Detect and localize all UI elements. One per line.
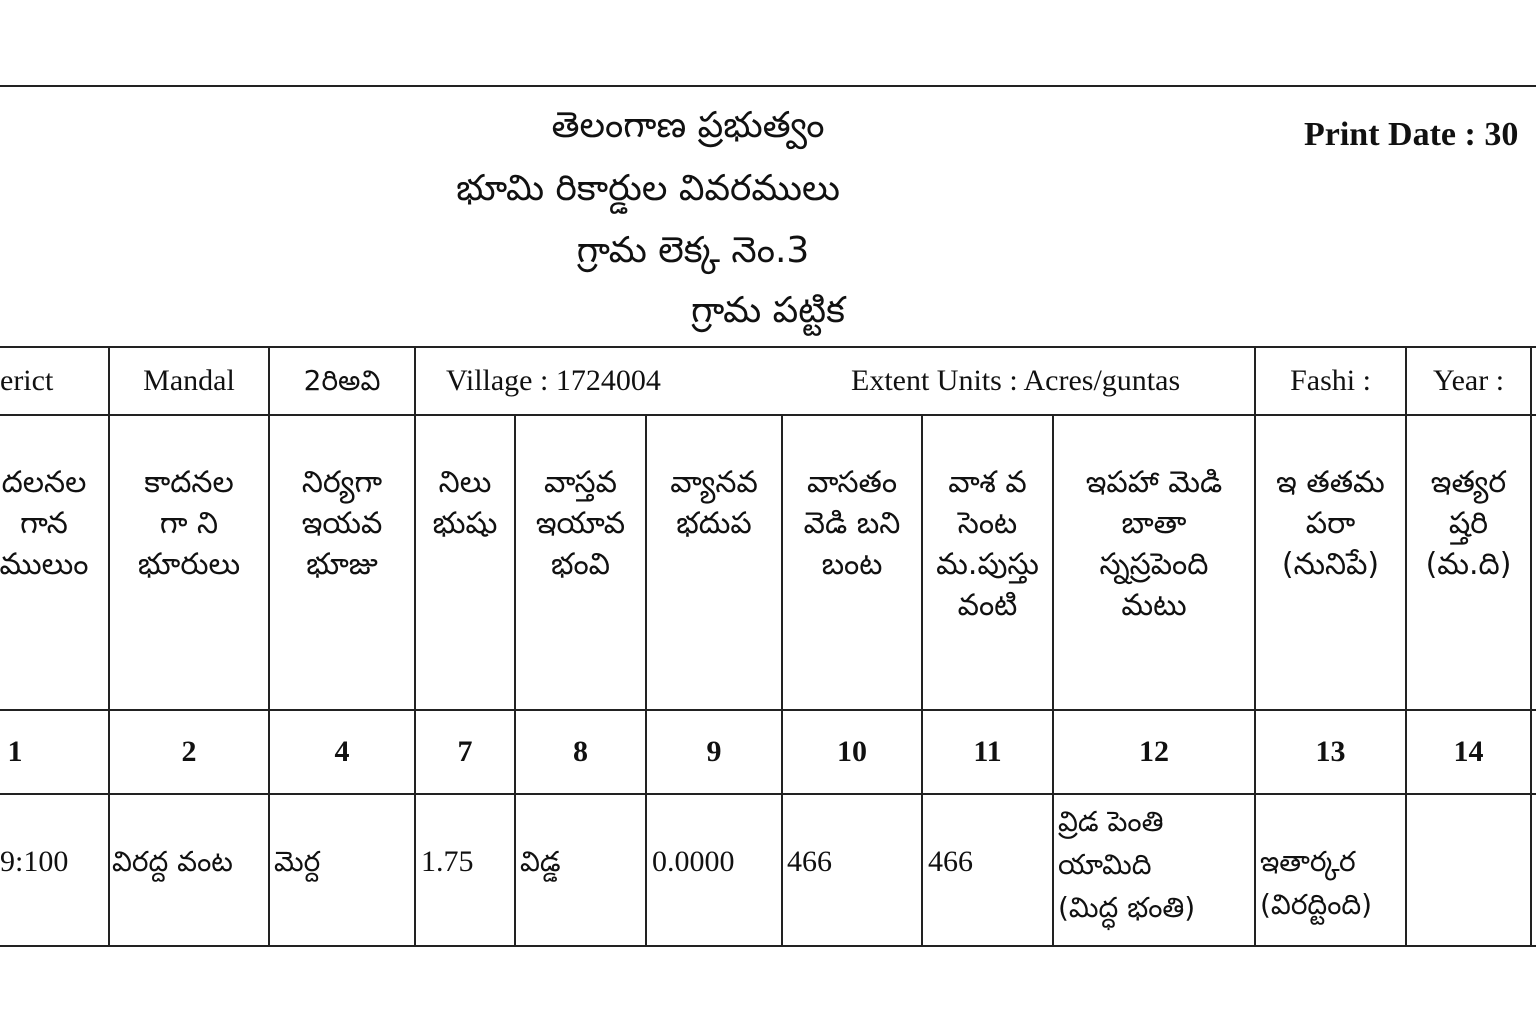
column-header: ఇ తతమ పరా (నునిపే) [1276,465,1385,582]
table-cell: విడ్డ [520,845,561,878]
column-number: 1 [7,735,23,768]
table-cell: ఇతార్కర (విరద్టింది) [1260,845,1373,921]
column-number: 2 [181,735,197,768]
column-number: 13 [1315,735,1346,768]
column-header: ఇత్యర ష్తరి (మ.ది) [1425,465,1512,582]
village-account-title: గ్రామ లెక్క నెం.3 [576,230,810,271]
top-rule [0,85,1536,87]
land-records-title: భూమి రికార్డుల వివరములు [456,168,840,209]
mandal-value: 2రిఅవి [303,364,381,397]
column-divider [1405,346,1407,947]
column-divider [268,346,270,947]
table-cell: 9:100 [0,845,69,878]
table-cell: మెర్ద [274,845,321,878]
column-divider [414,346,416,947]
column-number: 14 [1453,735,1484,768]
government-title: తెలంగాణ ప్రభుత్వం [551,105,825,146]
column-header: వ్యానవ భదుప [670,465,758,541]
table-border-bottom [0,945,1536,947]
column-header: వాస్తవ ఇయావ భంవి [535,465,626,582]
table-divider [0,793,1536,795]
extent-units-label: Extent Units : Acres/guntas [851,364,1181,397]
village-label: Village : 1724004 [446,364,661,397]
column-number: 7 [457,735,473,768]
column-header: వాసతం వెడి బని బంట [803,465,901,582]
table-cell: 0.0000 [652,845,735,878]
column-number: 11 [973,735,1002,768]
table-cell: 466 [928,845,973,878]
column-number: 12 [1139,735,1169,768]
column-header: వాశ వ సెంట మ.పుస్తు వంటి [936,465,1039,623]
column-header: నిర్యగా ఇయవ భూజు [301,465,383,582]
table-cell: వ్రిడ పెంతి యామిది (మిద్ధ భంతి) [1058,805,1196,924]
print-date: Print Date : 30 [1304,116,1519,153]
fasli-label: Fashi : [1290,364,1371,397]
column-divider [108,346,110,947]
district-label: erict [0,364,54,397]
column-number: 9 [706,735,722,768]
table-cell [1411,840,1529,884]
mandal-label: Mandal [143,364,235,397]
column-divider [1530,346,1532,947]
column-number: 4 [334,735,350,768]
table-cell: 466 [787,845,832,878]
column-number: 8 [573,735,588,768]
table-divider [0,414,1536,416]
year-label: Year : [1432,364,1505,397]
village-register-title: గ్రామ పట్టిక [691,290,845,331]
column-header: నిలు భుషు [432,465,498,541]
column-number: 10 [837,735,867,768]
column-header: ఇపహా మెడి బాతా స్నస్రపెంది మటు [1085,465,1223,623]
table-cell: 1.75 [421,845,474,878]
table-cell: విరద్ద వంట [112,845,233,878]
column-header: కాదనల గా ని భూరులు [137,465,241,582]
column-header: దలనల గాన ములుం [0,465,89,582]
column-divider [1254,346,1256,947]
